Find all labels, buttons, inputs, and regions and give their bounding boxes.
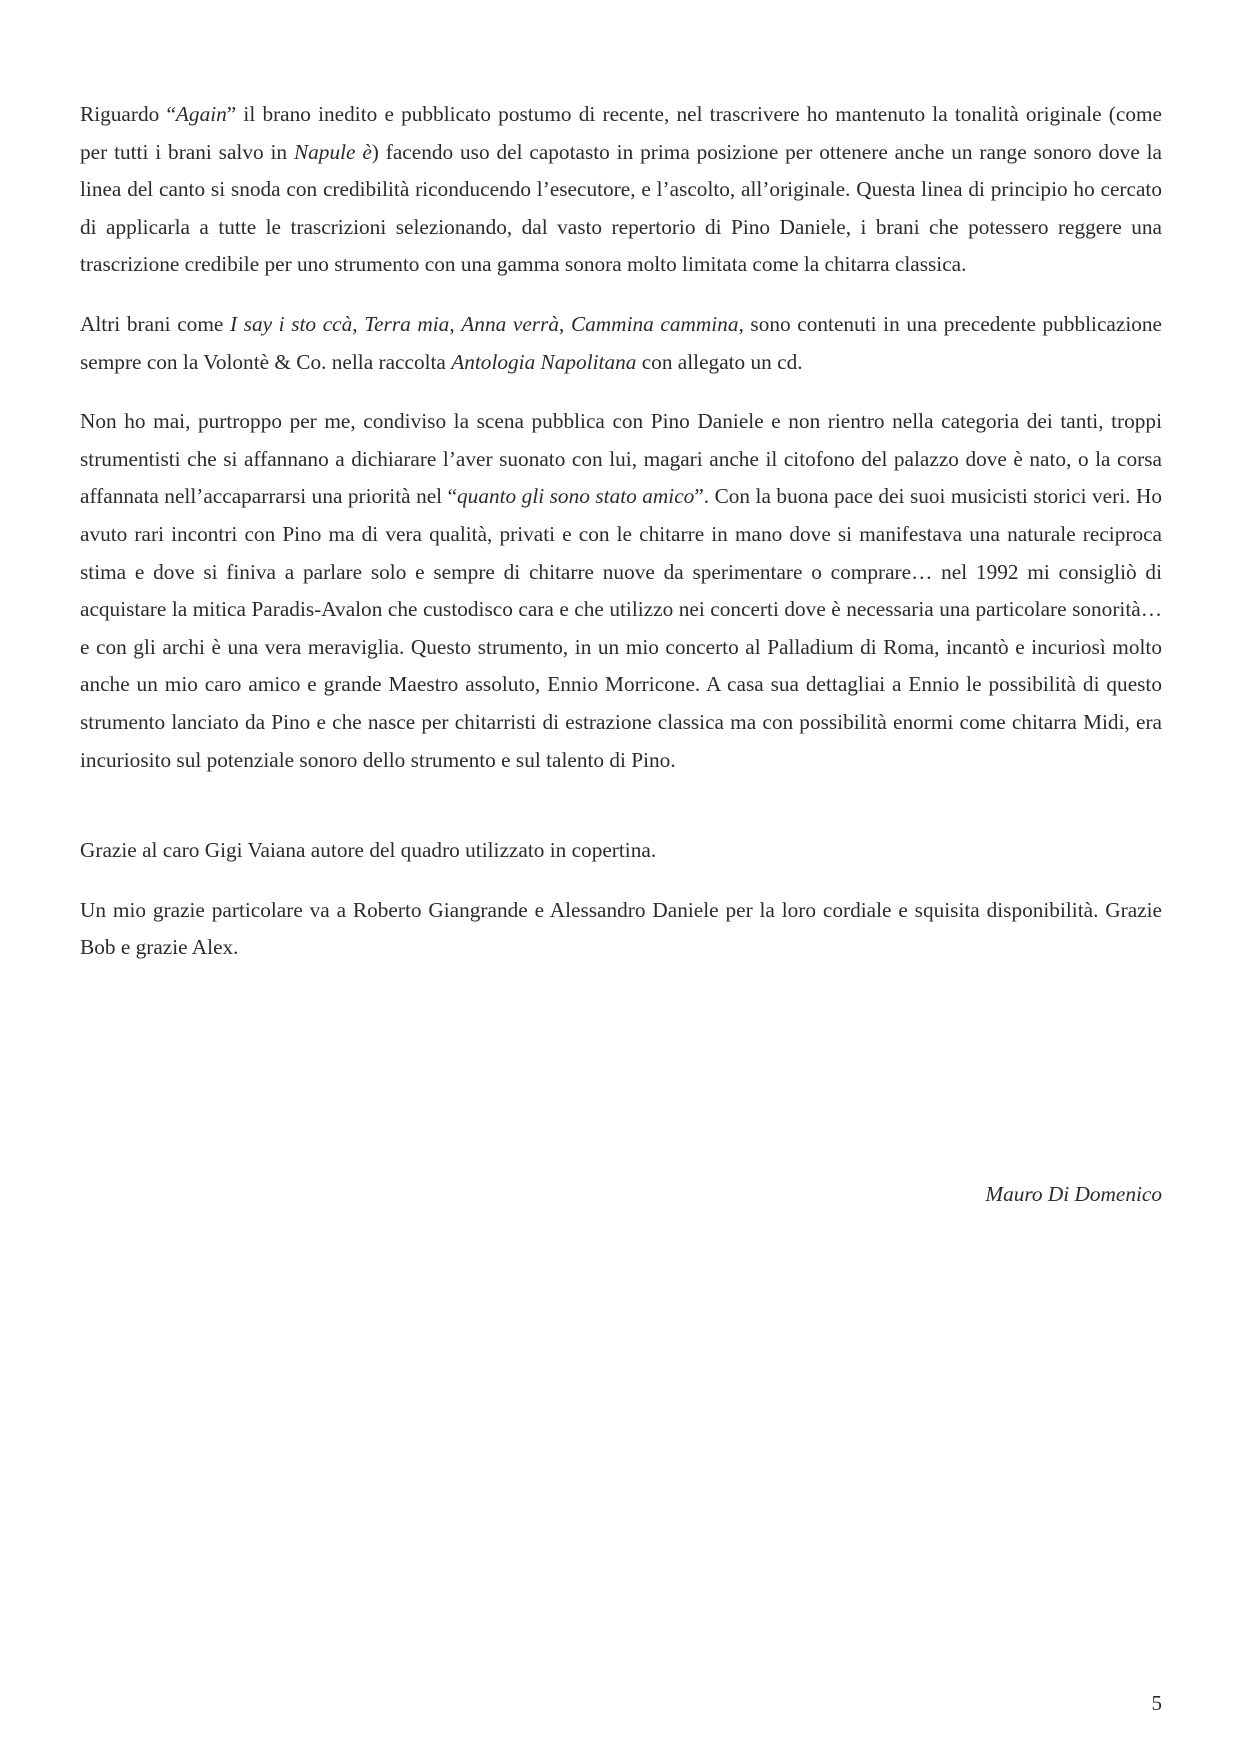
page-body <box>80 96 1162 989</box>
text-run: , <box>559 311 571 336</box>
text-run: Grazie al caro Gigi Vaiana autore del quadro utilizzato in copertina. <box>80 838 657 863</box>
page-number: 5 <box>1151 1691 1162 1715</box>
italic-title-run: Anna verrà <box>461 311 559 336</box>
text-run: , <box>449 311 462 336</box>
paragraph-thanks-cover <box>80 832 1162 870</box>
italic-title-run: Cammina cammina <box>570 311 739 336</box>
paragraph-thanks-family <box>80 892 1162 967</box>
text-run: Un mio grazie particolare va a Roberto Giangrande e Alessandro Daniele per la loro cordiale e squisita disponibilità. Grazie Bob e grazie Alex. <box>80 897 1162 960</box>
text-run: Non ho mai, purtroppo per me, condiviso la scena pubblica con Pino Daniele e non rientro nella categoria dei tanti, troppi strumentisti che si affannano a dichiarare l’aver suonato con lui, magari anche il citofono del palazzo dove è nato, o la corsa affannata nell’accaparrarsi una priorità nel “ <box>80 409 1162 509</box>
paragraph-memories <box>80 403 1162 779</box>
italic-title-run: quanto gli sono stato amico <box>457 484 695 509</box>
text-run: , sono contenuti in una precedente pubblicazione sempre con la Volontè & Co. nella raccolta <box>80 311 1162 374</box>
italic-title-run: Again <box>175 102 227 126</box>
italic-title-run: Antologia Napolitana <box>451 349 637 374</box>
author-signature: Mauro Di Domenico <box>985 1182 1162 1206</box>
italic-title-run: Napule è <box>293 139 372 164</box>
italic-title-run: Terra mia <box>364 311 450 336</box>
text-run: ” il brano inedito e pubblicato postumo di recente, nel trascrivere ho mantenuto la tonalità originale (come per tutti i brani salvo in <box>80 102 1162 164</box>
text-run: ”. Con la buona pace dei suoi musicisti storici veri. Ho avuto rari incontri con Pino ma di vera qualità, privati e con le chitarre in mano dove si manifestava una naturale reciproca stima e dove si finiva a parlare solo e sempre di chitarre nuove da sperimentare o comprare… nel 1992 mi consigliò di acquistare la mitica Paradis-Avalon che custodisco cara e che utilizzo nei concerti dove è necessaria una particolare sonorità… e con gli archi è una vera meraviglia. Questo strumento, in un mio concerto al Palladium di Roma, incantò e incuriosì molto anche un mio caro amico e grande Maestro assoluto, Ennio Morricone. A casa sua dettagliai a Ennio le possibilità di questo strumento lanciato da Pino e che nasce per chitarristi di estrazione classica ma con possibilità enormi come chitarra Midi, era incuriosito sul potenziale sonoro dello strumento e sul talento di Pino. <box>80 484 1162 772</box>
text-run: Altri brani come <box>80 311 230 336</box>
text-run: ) facendo uso del capotasto in prima posizione per ottenere anche un range sonoro dove la linea del canto si snoda con credibilità riconducendo l’esecutore, e l’ascolto, all’originale. Questa linea di principio ho cercato di applicarla a tutte le trascrizioni selezionando, dal vasto repertorio di Pino Daniele, i brani che potessero reggere una trascrizione credibile per uno strumento con una gamma sonora molto limitata come la chitarra classica. <box>80 139 1163 277</box>
text-run: , <box>352 311 365 336</box>
text-run: Riguardo “ <box>80 102 176 126</box>
paragraph-other-songs <box>80 306 1162 381</box>
italic-title-run: I say i sto ccà <box>229 311 353 336</box>
paragraph-again <box>80 96 1162 284</box>
text-run: con allegato un cd. <box>636 349 803 374</box>
